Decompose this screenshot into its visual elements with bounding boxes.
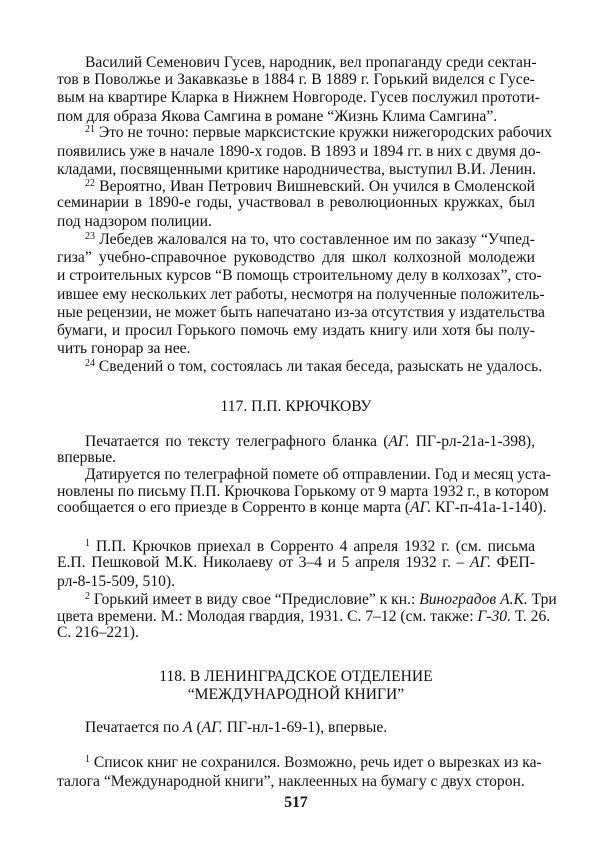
- italic-text: Виноградов А.К.: [419, 591, 528, 608]
- text-line: [57, 499, 547, 517]
- text-run: бумаги, и просил Горького помочь ему издать книгу или хотя бы полу-: [57, 322, 535, 339]
- italic-text: АГ.: [201, 719, 223, 736]
- text-line: [57, 449, 535, 467]
- text-line: [57, 267, 542, 285]
- text-run: сообщается о его приезде в Сорренто в конце марта (: [57, 499, 411, 516]
- text-run: под надзором полиции.: [57, 213, 212, 230]
- text-run: Лебедев жаловался на то, что составленное им по заказу “Учпед-: [95, 231, 535, 248]
- text-run: Т. 26.: [510, 608, 551, 625]
- text-run: чить гонорар за нее.: [57, 340, 191, 357]
- text-run: впервые.: [57, 449, 117, 466]
- text-run: семинарии в 1890-е годы, участвовал в революционных кружках, был: [57, 194, 535, 211]
- text-run: кладами, посвященными критике народничества, выступил В.И. Ленин.: [57, 161, 537, 178]
- text-line: [85, 358, 543, 376]
- text-run: Датируется по телеграфной помете об отправлении. Год и месяц уста-: [85, 466, 551, 483]
- text-run: талога “Международной книги”, наклеенных на бумагу с двух сторон.: [57, 773, 525, 790]
- text-run: ившее ему нескольких лет работы, несмотря на полученные положитель-: [57, 286, 545, 303]
- text-line: [57, 286, 545, 304]
- footnote-number: 1: [85, 538, 90, 549]
- text-line: [57, 71, 535, 89]
- text-run: Это не точно: первые марксистские кружки нижегородских рабочих: [95, 124, 553, 141]
- footnote-number: 1: [85, 754, 90, 765]
- text-line: [57, 398, 535, 416]
- text-run: 117. П.П. КРЮЧКОВУ: [220, 398, 372, 415]
- italic-text: АГ.: [469, 554, 492, 571]
- footnote-number: 23: [85, 231, 95, 242]
- text-run: ПГ-рл-21а-1-398),: [409, 433, 535, 450]
- text-line: [57, 304, 545, 322]
- italic-text: АГ.: [410, 499, 432, 516]
- text-line: [57, 624, 535, 642]
- text-line: [57, 89, 540, 107]
- italic-text: АГ.: [388, 433, 410, 450]
- text-run: КГ-п-41а-1-140).: [431, 499, 547, 516]
- text-run: рл-8-15-509, 510).: [57, 573, 176, 590]
- footnote-number: 24: [85, 358, 95, 369]
- footnote-number: 22: [85, 178, 95, 189]
- text-run: П.П. Крючков приехал в Сорренто 4 апреля 1932 г. (см. письма: [90, 538, 535, 555]
- text-line: [85, 719, 535, 737]
- text-run: С. 216–221).: [57, 624, 139, 641]
- text-run: Горький имеет в виду свое “Предисловие” к кн.:: [90, 591, 420, 608]
- text-line: [85, 591, 557, 609]
- text-line: [85, 231, 535, 249]
- text-line: [57, 322, 535, 340]
- text-run: Е.П. Пешковой М.К. Николаеву от 3–4 и 5 апреля 1932 г. –: [57, 554, 470, 571]
- text-run: Сведений о том, состоялась ли такая беседа, разыскать не удалось.: [95, 358, 543, 375]
- page-number: 517: [284, 794, 308, 811]
- text-run: и строительных курсов “В помощь строительному делу в колхозах”, сто-: [57, 267, 542, 284]
- text-line: [85, 124, 553, 142]
- text-line: [57, 143, 541, 161]
- text-line: [57, 340, 535, 358]
- text-run: (: [192, 719, 202, 736]
- text-run: тов в Поволжье и Закавказье в 1884 г. В 1889 г. Горький виделся с Гусе-: [57, 71, 535, 88]
- text-line: [85, 54, 535, 72]
- text-run: вым на квартире Кларка в Нижнем Новгороде. Гусев послужил прототи-: [57, 89, 540, 106]
- text-line: [57, 161, 535, 179]
- text-line: [57, 249, 535, 267]
- text-run: “МЕЖДУНАРОДНОЙ КНИГИ”: [187, 686, 405, 703]
- text-line: [85, 466, 551, 484]
- text-run: Василий Семенович Гусев, народник, вел пропаганду среди сектан-: [85, 54, 537, 71]
- footnote-number: 2: [85, 591, 90, 602]
- text-line: [57, 554, 535, 572]
- text-line: [57, 773, 535, 791]
- text-run: ПГ-нл-1-69-1), впервые.: [222, 719, 388, 736]
- text-line: [57, 194, 535, 212]
- text-run: Печатается по тексту телеграфного бланка (: [85, 433, 389, 450]
- text-line: [57, 668, 535, 686]
- text-line: [57, 573, 535, 591]
- text-run: Вероятно, Иван Петрович Вишневский. Он учился в Смоленской: [95, 178, 535, 195]
- text-run: Список книг не сохранился. Возможно, речь идет о вырезках из ка-: [90, 754, 542, 771]
- text-run: пом для образа Якова Самгина в романе “Жизнь Клима Самгина”.: [57, 108, 498, 125]
- text-run: Печатается по: [85, 719, 184, 736]
- footnote-number: 21: [85, 124, 95, 135]
- italic-text: Г-30.: [477, 608, 511, 625]
- text-run: появились уже в начале 1890-х годов. В 1893 и 1894 гг. в них с двумя до-: [57, 143, 541, 160]
- text-run: цвета времени. М.: Молодая гвардия, 1931. С. 7–12 (см. также:: [57, 608, 478, 625]
- text-run: ные рецензии, не может быть напечатано из-за отсутствия у издательства: [57, 304, 545, 321]
- text-run: 118. В ЛЕНИНГРАДСКОЕ ОТДЕЛЕНИЕ: [159, 668, 433, 685]
- text-line: [57, 686, 535, 704]
- text-run: гиза” учебно-справочное руководство для школ колхозной молодежи: [57, 249, 535, 266]
- text-line: [85, 754, 542, 772]
- text-run: ФЕП-: [491, 554, 535, 571]
- text-run: новлены по письму П.П. Крючкова Горькому от 9 марта 1932 г., в котором: [57, 483, 549, 500]
- italic-text: А: [183, 719, 193, 736]
- text-run: Три: [527, 591, 557, 608]
- text-line: [57, 213, 535, 231]
